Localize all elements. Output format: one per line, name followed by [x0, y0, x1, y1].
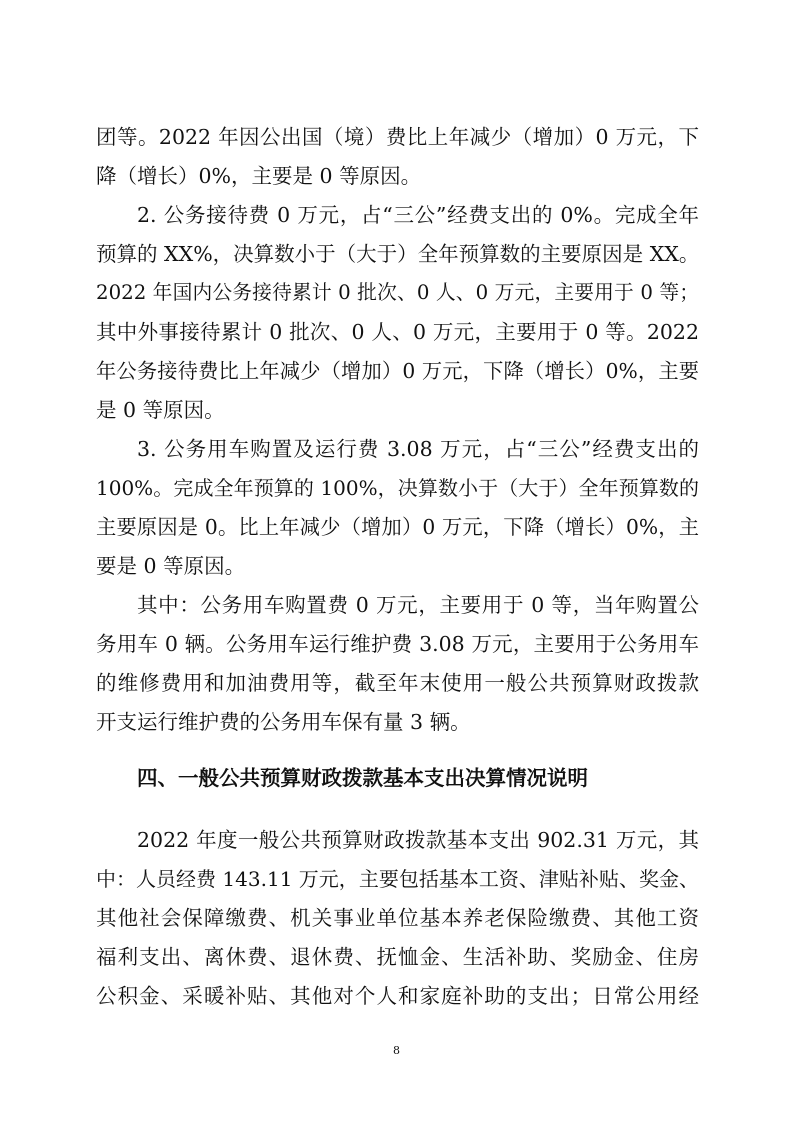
- paragraph-line: 其中：公务用车购置费 0 万元，主要用于 0 等，当年购置公: [137, 593, 699, 617]
- paragraph-line: 降（增长）0%，主要是 0 等原因。: [96, 164, 422, 188]
- paragraph-line: 2022 年国内公务接待累计 0 批次、0 人、0 万元，主要用于 0 等；: [96, 281, 699, 304]
- section-heading: 四、一般公共预算财政拨款基本支出决算情况说明: [137, 766, 588, 790]
- paragraph-line: 100%。完成全年预算的 100%，决算数小于（大于）全年预算数的: [96, 476, 699, 500]
- paragraph-line: 中：人员经费 143.11 万元，主要包括基本工资、津贴补贴、奖金、: [96, 867, 699, 891]
- paragraph-line: 其中外事接待累计 0 批次、0 人、0 万元，主要用于 0 等。2022: [96, 320, 699, 344]
- paragraph-line: 要是 0 等原因。: [96, 554, 246, 578]
- paragraph-line: 福利支出、离休费、退休费、抚恤金、生活补助、奖励金、住房: [96, 945, 699, 969]
- paragraph-line: 其他社会保障缴费、机关事业单位基本养老保险缴费、其他工资: [96, 906, 699, 930]
- paragraph-line: 务用车 0 辆。公务用车运行维护费 3.08 万元，主要用于公务用车: [96, 632, 699, 656]
- paragraph-line: 团等。2022 年因公出国（境）费比上年减少（增加）0 万元，下: [96, 125, 699, 149]
- paragraph-line: 是 0 等原因。: [96, 398, 225, 422]
- page-number: 8: [393, 1044, 400, 1057]
- paragraph-line: 2022 年度一般公共预算财政拨款基本支出 902.31 万元，其: [137, 828, 699, 852]
- paragraph-line: 预算的 XX%，决算数小于（大于）全年预算数的主要原因是 XX。: [96, 242, 700, 266]
- paragraph-line: 主要原因是 0。比上年减少（增加）0 万元，下降（增长）0%，主: [96, 515, 699, 539]
- paragraph-line: 年公务接待费比上年减少（增加）0 万元，下降（增长）0%，主要: [96, 359, 699, 383]
- paragraph-line: 公积金、采暖补贴、其他对个人和家庭补助的支出；日常公用经: [96, 984, 699, 1008]
- paragraph-line: 2. 公务接待费 0 万元，占“三公”经费支出的 0%。完成全年: [137, 203, 699, 227]
- paragraph-line: 的维修费用和加油费用等，截至年末使用一般公共预算财政拨款: [96, 671, 699, 695]
- paragraph-line: 开支运行维护费的公务用车保有量 3 辆。: [96, 710, 471, 734]
- paragraph-line: 3. 公务用车购置及运行费 3.08 万元，占“三公”经费支出的: [137, 437, 699, 461]
